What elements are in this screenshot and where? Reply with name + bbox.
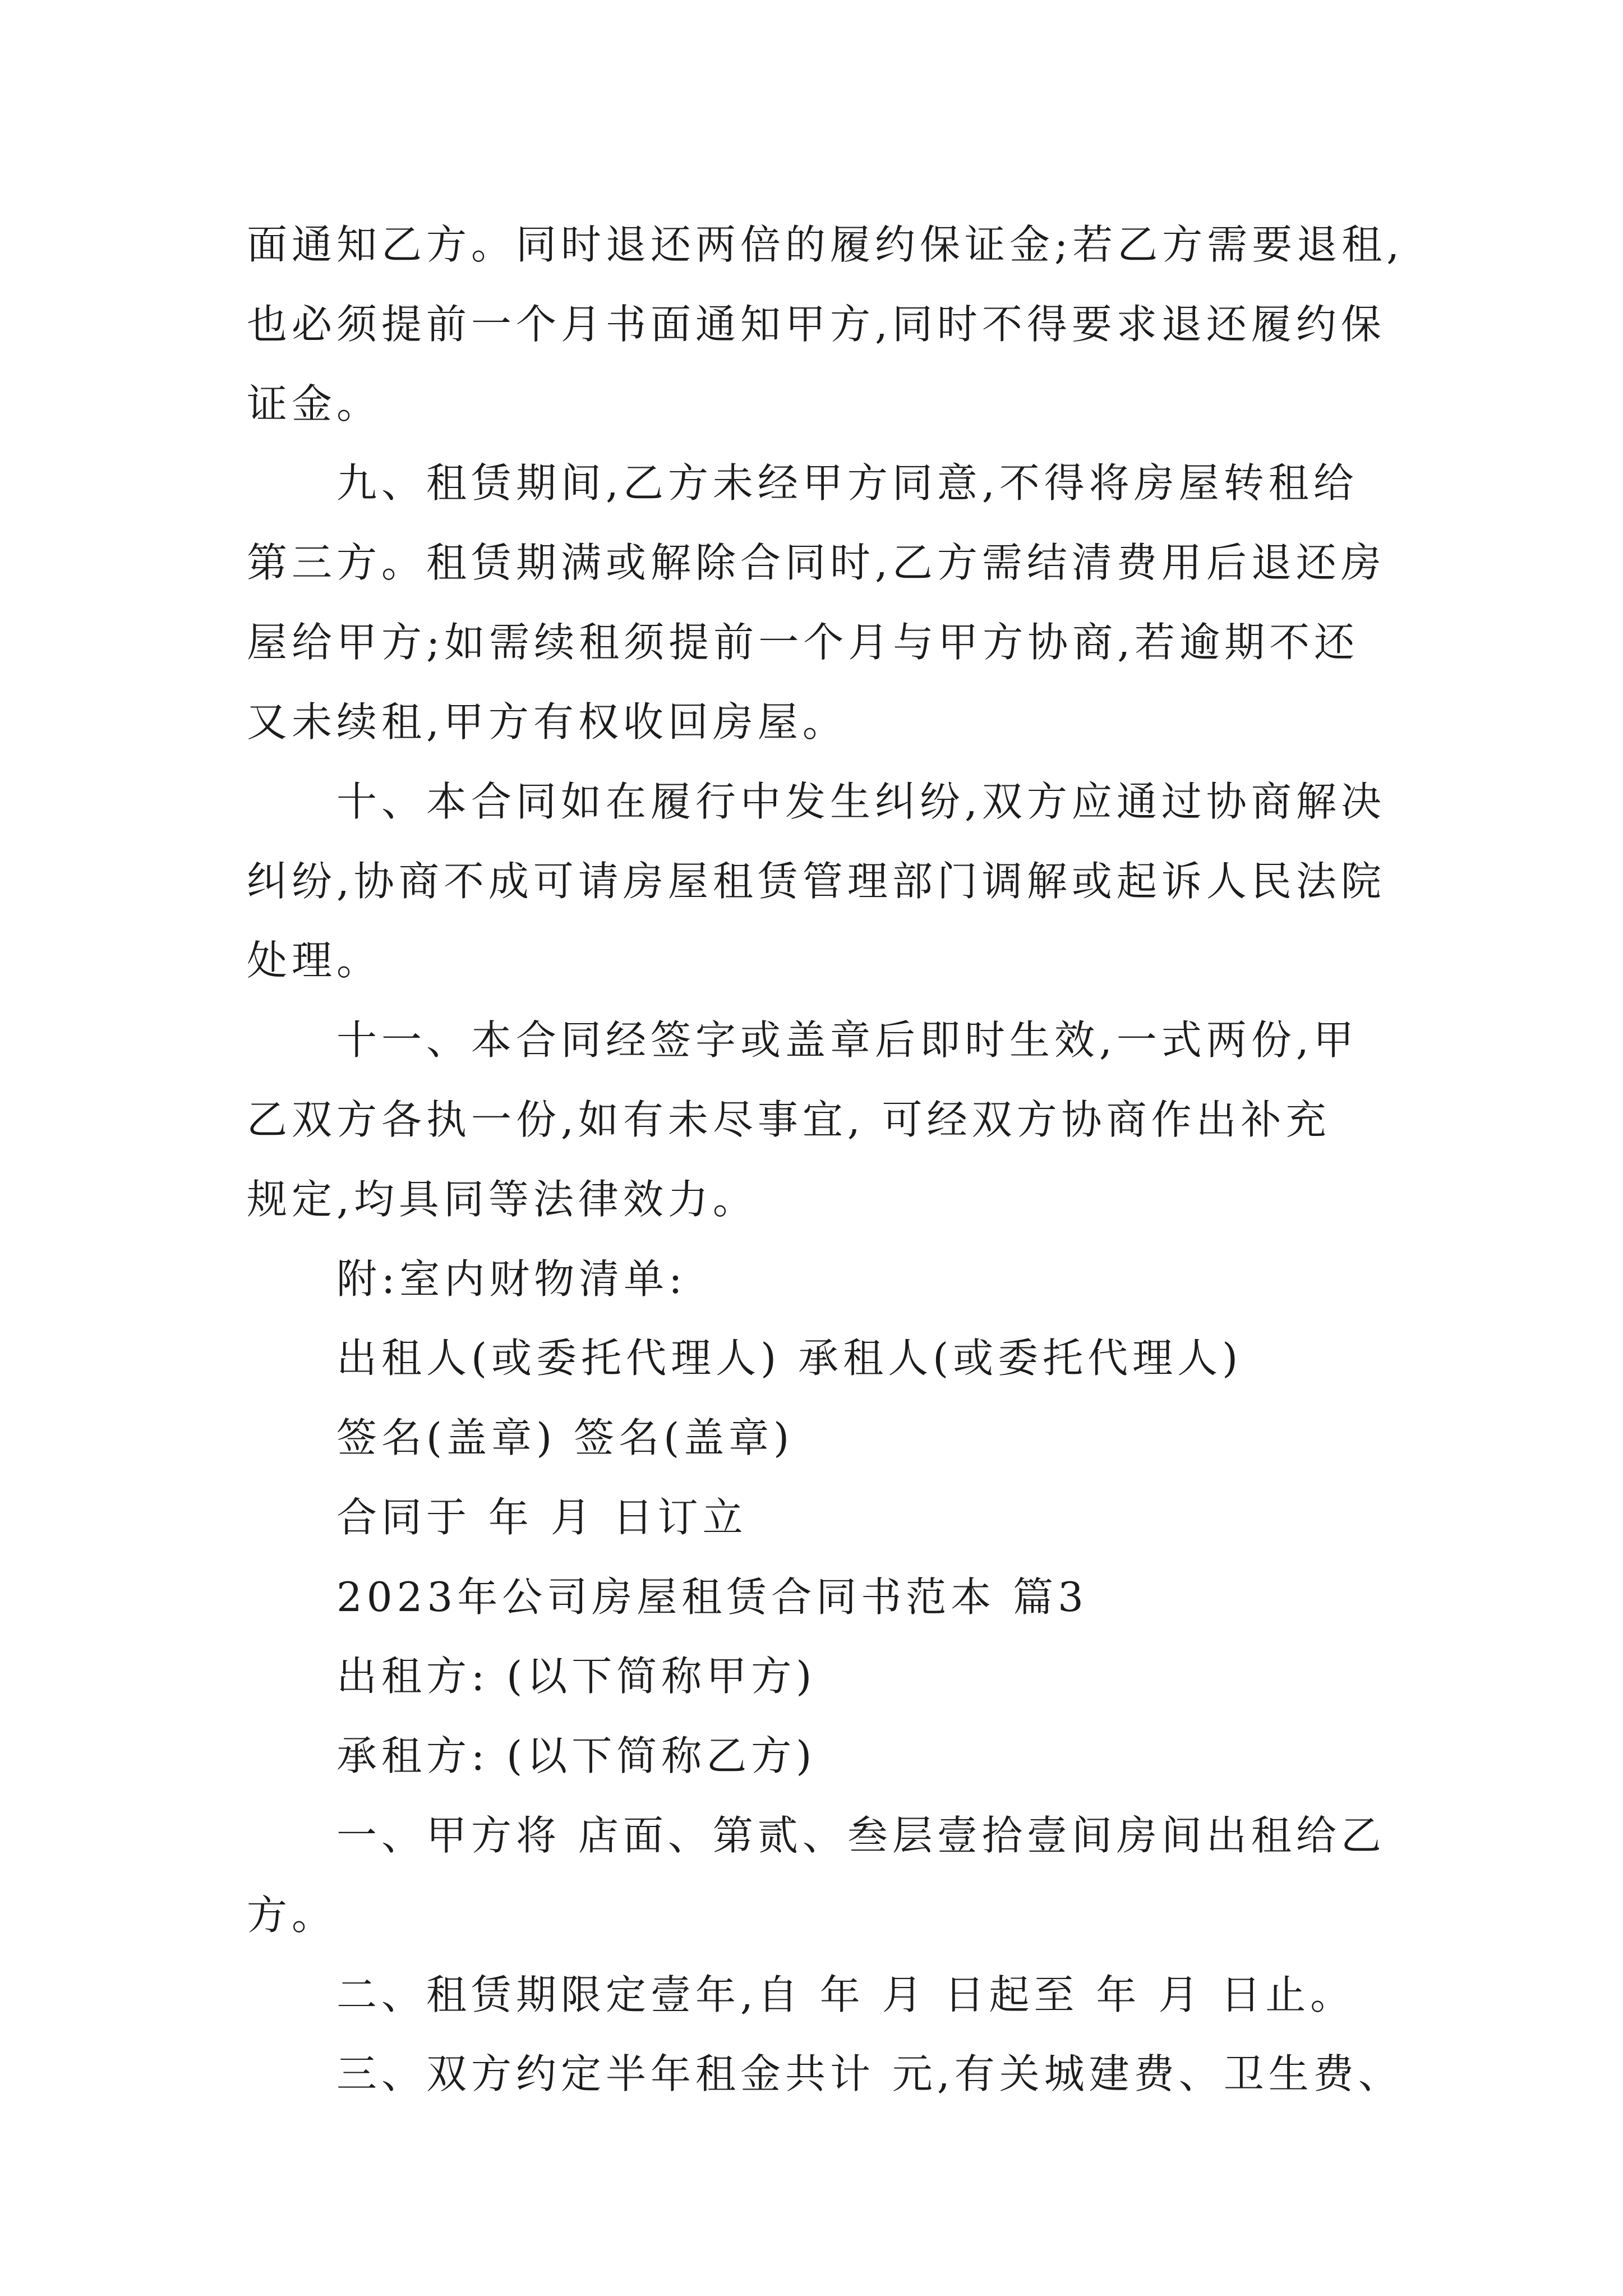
paragraph-8-line-5: 证金。 — [247, 380, 382, 427]
signatory-roles-line: 出租人(或委托代理人) 承租人(或委托代理人) — [336, 1335, 1243, 1382]
clause-1-line-1: 一、甲方将 店面、第贰、叁层壹拾壹间房间出租给乙 — [336, 1812, 1386, 1859]
lessor-line: 出租方: (以下简称甲方) — [336, 1653, 817, 1700]
paragraph-10-line-1: 十、本合同如在履行中发生纠纷,双方应通过协商解决 — [336, 778, 1386, 825]
signature-seal-line: 签名(盖章) 签名(盖章) — [336, 1414, 794, 1461]
paragraph-9-line-2: 第三方。租赁期满或解除合同时,乙方需结清费用后退还房 — [247, 539, 1386, 586]
paragraph-10-line-2: 纠纷,协商不成可请房屋租赁管理部门调解或起诉人民法院 — [247, 858, 1386, 905]
clause-2-line-1: 二、租赁期限定壹年,自 年 月 日起至 年 月 日止。 — [336, 1971, 1355, 2018]
paragraph-11-line-3: 规定,均具同等法律效力。 — [247, 1176, 758, 1223]
paragraph-9-line-4: 又未续租,甲方有权收回房屋。 — [247, 698, 847, 746]
paragraph-10-line-3: 处理。 — [247, 937, 382, 984]
paragraph-8-line-3: 面通知乙方。同时退还两倍的履约保证金;若乙方需要退租, — [247, 221, 1404, 268]
paragraph-11-line-1: 十一、本合同经签字或盖章后即时生效,一式两份,甲 — [336, 1016, 1358, 1064]
clause-3-line-1: 三、双方约定半年租金共计 元,有关城建费、卫生费、 — [336, 2050, 1403, 2097]
lessee-line: 承租方: (以下简称乙方) — [336, 1732, 817, 1779]
paragraph-9-line-3: 屋给甲方;如需续租须提前一个月与甲方协商,若逾期不还 — [247, 619, 1359, 666]
appendix-inventory-line: 附:室内财物清单: — [336, 1255, 687, 1303]
section-heading: 2023年公司房屋租赁合同书范本 篇3 — [336, 1573, 1088, 1621]
paragraph-8-line-4: 也必须提前一个月书面通知甲方,同时不得要求退还履约保 — [247, 301, 1386, 348]
paragraph-9-line-1: 九、租赁期间,乙方未经甲方同意,不得将房屋转租给 — [336, 459, 1358, 507]
contract-date-line: 合同于 年 月 日订立 — [336, 1494, 748, 1541]
clause-1-line-2: 方。 — [247, 1892, 337, 1939]
paragraph-11-line-2: 乙双方各执一份,如有未尽事宜, 可经双方协商作出补充 — [247, 1096, 1331, 1143]
